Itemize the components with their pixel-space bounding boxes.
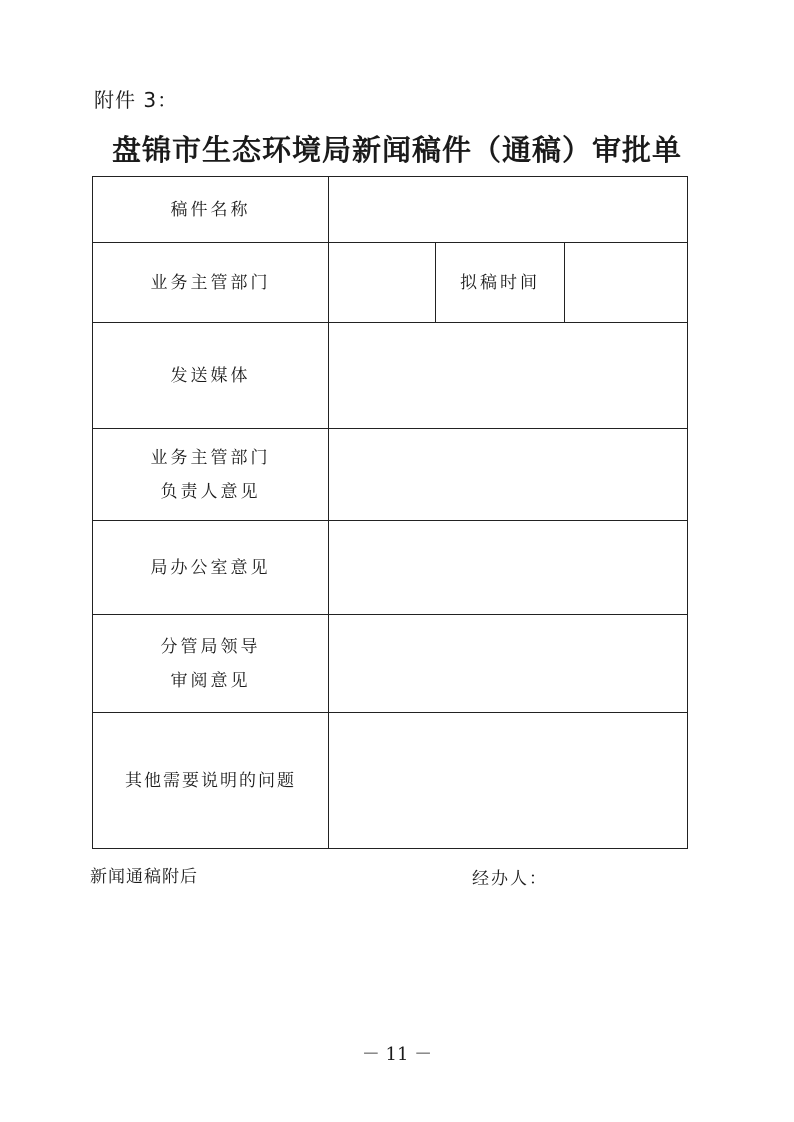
row-dept-head-opinion bbox=[93, 429, 688, 521]
attachment-label: 附件 3： bbox=[94, 88, 179, 112]
approval-form-table bbox=[92, 176, 688, 849]
page-number: － 11 － bbox=[361, 1044, 433, 1065]
leader-opinion-label-line1: 分管局领导 bbox=[160, 636, 261, 657]
draft-time-field[interactable] bbox=[565, 243, 688, 323]
manuscript-name-field[interactable] bbox=[329, 177, 688, 243]
row-leader-opinion bbox=[93, 615, 688, 713]
draft-time-label: 拟稿时间 bbox=[436, 243, 565, 323]
media-label: 发送媒体 bbox=[93, 323, 329, 429]
office-opinion-field[interactable] bbox=[329, 521, 688, 615]
dept-head-opinion-label bbox=[93, 429, 329, 521]
leader-opinion-label-line2: 审阅意见 bbox=[170, 670, 251, 691]
row-department bbox=[93, 243, 688, 323]
dept-head-opinion-field[interactable] bbox=[329, 429, 688, 521]
office-opinion-label: 局办公室意见 bbox=[93, 521, 329, 615]
row-office-opinion bbox=[93, 521, 688, 615]
dept-head-opinion-label-line1: 业务主管部门 bbox=[150, 447, 271, 468]
attached-press-release-note: 新闻通稿附后 bbox=[90, 867, 198, 887]
media-field[interactable] bbox=[329, 323, 688, 429]
manuscript-name-label: 稿件名称 bbox=[93, 177, 329, 243]
handler-label: 经办人： bbox=[472, 869, 548, 889]
page-title: 盘锦市生态环境局新闻稿件（通稿）审批单 bbox=[111, 133, 682, 167]
leader-opinion-field[interactable] bbox=[329, 615, 688, 713]
dept-head-opinion-label-line2: 负责人意见 bbox=[160, 481, 261, 502]
row-media bbox=[93, 323, 688, 429]
other-issues-field[interactable] bbox=[329, 713, 688, 849]
leader-opinion-label bbox=[93, 615, 329, 713]
other-issues-label: 其他需要说明的问题 bbox=[93, 713, 329, 849]
row-other-issues bbox=[93, 713, 688, 849]
department-field[interactable] bbox=[329, 243, 436, 323]
row-manuscript-name bbox=[93, 177, 688, 243]
department-label: 业务主管部门 bbox=[93, 243, 329, 323]
